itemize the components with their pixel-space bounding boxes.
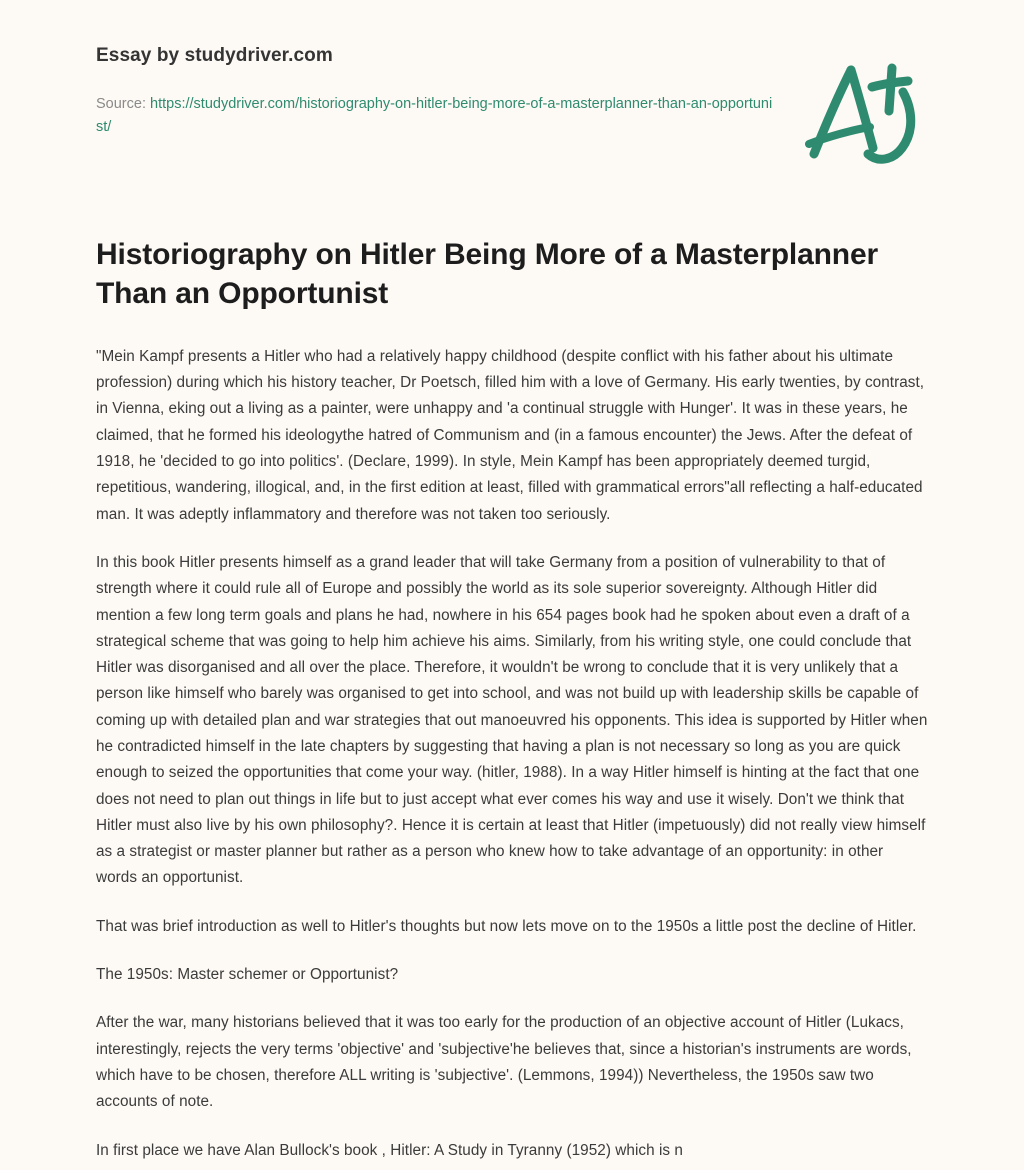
page-title: Historiography on Hitler Being More of a Masterplanner Than an Opportunist (96, 237, 879, 311)
source-line (96, 93, 776, 140)
essay-paragraph: That was brief introduction as well to Hitler's thoughts but now lets move on to the 1950s a little post the decline of Hitler. (96, 917, 917, 935)
essay-paragraph-truncated: In first place we have Alan Bullock's book , Hitler: A Study in Tyranny (1952) which is n (96, 1141, 683, 1159)
essay-paragraph: "Mein Kampf presents a Hitler who had a relatively happy childhood (despite conflict with his father about his ultimate profession) during which his history teacher, Dr Poetsch, filled him with a love of Germany. His early twenties, by contrast, in Vienna, eking out a living as a painter, were unhappy and 'a continual struggle with Hunger'. It was in these years, he claimed, that he formed his ideologythe hatred of Communism and (in a famous encounter) the Jews. After the defeat of 1918, he 'decided to go into politics'. (Declare, 1999). In style, Mein Kampf has been appropriately deemed turgid, repetitious, wandering, illogical, and, in the first edition at least, filled with grammatical errors"all reflecting a half-educated man. It was adeptly inflammatory and therefore was not taken too seriously. (96, 347, 925, 523)
brand-byline: Essay by studydriver.com (96, 45, 333, 66)
source-url-link[interactable]: https://studydriver.com/historiography-on-hitler-being-more-of-a-masterplanner-than-an-opportunist/ (96, 95, 773, 136)
essay-paragraph: In this book Hitler presents himself as a grand leader that will take Germany from a position of vulnerability to that of strength where it could rule all of Europe and possibly the world as its sole superior sovereignty. Although Hitler did mention a few long term goals and plans he had, nowhere in his 654 pages book had he spoken about even a draft of a strategical scheme that was going to help him achieve his aims. Similarly, from his writing style, one could conclude that Hitler was disorganised and all over the place. Therefore, it wouldn't be wrong to conclude that it is very unlikely that a person like himself who barely was organised to get into school, and was not build up with leadership skills be capable of coming up with detailed plan and war strategies that out manoeuvred his opponents. This idea is supported by Hitler when he contradicted himself in the late chapters by suggesting that having a plan is not necessary so long as you are quick enough to seized the opportunities that come your way. (hitler, 1988). In a way Hitler himself is hinting at the fact that one does not need to plan out things in life but to just accept what ever comes his way and use it wisely. Don't we think that Hitler must also live by his own philosophy?. Hence it is certain at least that Hitler (impetuously) did not really view himself as a strategist or master planner but rather as a person who knew how to take advantage of an opportunity: in other words an opportunist. (96, 553, 928, 887)
essay-body (96, 314, 928, 1164)
page-header (96, 0, 928, 140)
source-label: Source: (96, 95, 146, 112)
essay-paragraph: After the war, many historians believed that it was too early for the production of an objective account of Hitler (Lukacs, interestingly, rejects the very terms 'objective' and 'subjective'he believes that, since a historian's instruments are words, which have to be chosen, therefore ALL writing is 'subjective'. (Lemmons, 1994)) Nevertheless, the 1950s saw two accounts of note. (96, 1014, 912, 1111)
essay-section-heading: The 1950s: Master schemer or Opportunist? (96, 966, 399, 984)
